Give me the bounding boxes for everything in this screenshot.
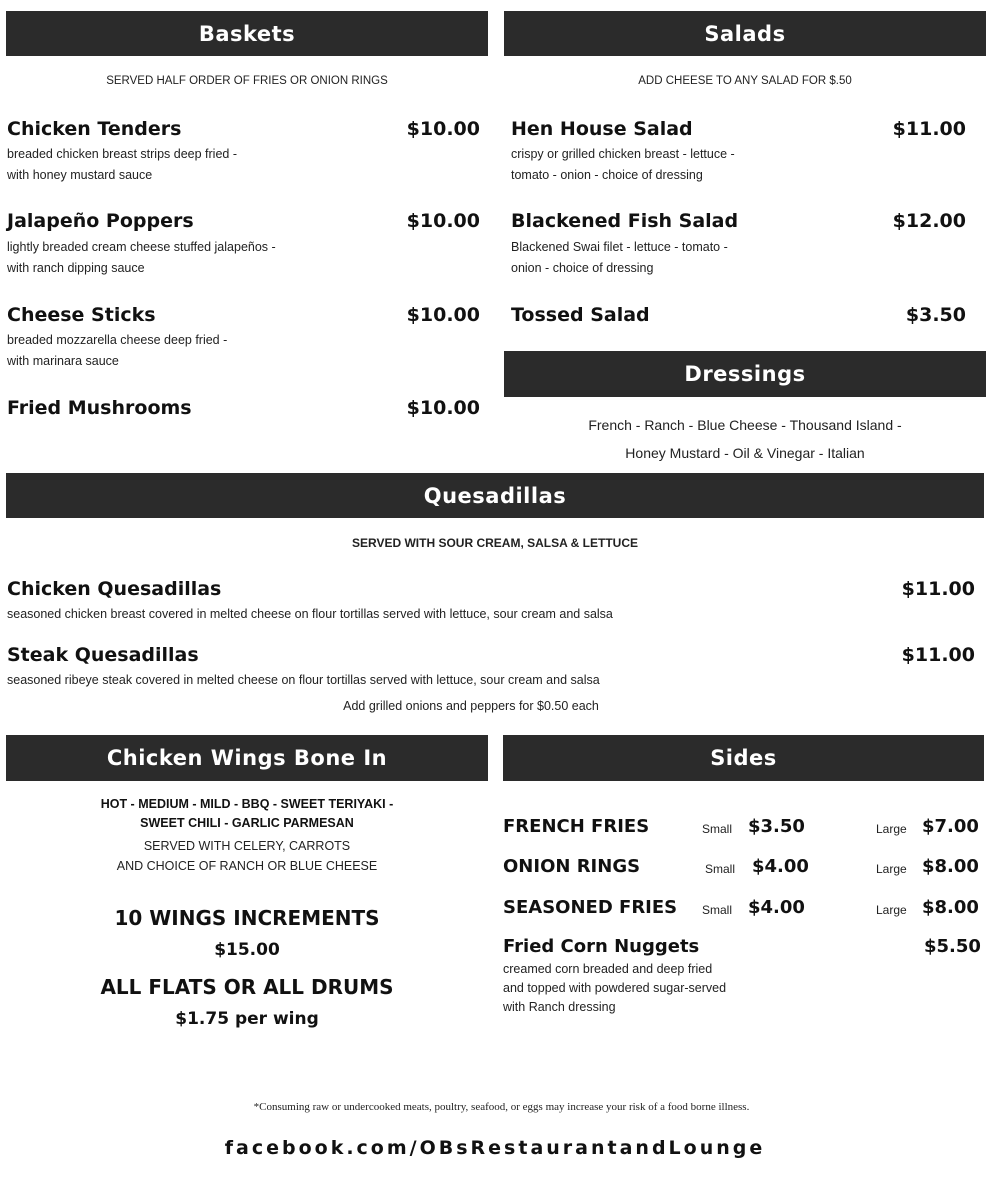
side-large-price: $8.00: [922, 856, 979, 877]
corn-nuggets-desc-line: creamed corn breaded and deep fried: [503, 962, 713, 976]
wings-served-with: [6, 836, 488, 876]
salad-item-desc: [511, 237, 728, 279]
wings-flats-price: $1.75 per wing: [175, 1009, 319, 1029]
side-small-label: Small: [702, 903, 733, 917]
side-item-name: FRENCH FRIES: [503, 816, 650, 837]
wings-served-line: SERVED WITH CELERY, CARROTS: [143, 839, 351, 853]
basket-item-price: $10.00: [406, 304, 480, 326]
quesadillas-note: SERVED WITH SOUR CREAM, SALSA & LETTUCE: [351, 536, 638, 550]
salad-item-name: Blackened Fish Salad: [511, 210, 739, 232]
basket-item-name: Cheese Sticks: [7, 304, 156, 326]
basket-item-desc-line: breaded mozzarella cheese deep fried -: [7, 333, 228, 347]
basket-item-price: $10.00: [406, 118, 480, 140]
facebook-link: facebook.com/OBsRestaurantandLounge: [224, 1137, 766, 1159]
quesadillas-header: [6, 473, 984, 518]
basket-item-price: $10.00: [406, 397, 480, 419]
basket-item-price: $10.00: [406, 210, 480, 232]
quesadilla-item-price: $11.00: [901, 578, 975, 600]
salads-header: [504, 11, 986, 56]
corn-nuggets-desc-line: with Ranch dressing: [503, 1000, 616, 1014]
quesadilla-item-price: $11.00: [901, 644, 975, 666]
basket-item-desc: [7, 237, 276, 279]
corn-nuggets-desc: [503, 960, 726, 1017]
side-item-name: ONION RINGS: [503, 856, 641, 877]
basket-item-desc-line: lightly breaded cream cheese stuffed jalapeños -: [7, 240, 276, 254]
salad-item-desc-line: Blackened Swai filet - lettuce - tomato -: [511, 240, 728, 254]
corn-nuggets-price: $5.50: [924, 936, 981, 957]
wings-flavors-line: SWEET CHILI - GARLIC PARMESAN: [140, 816, 354, 830]
dressings-list: [504, 411, 986, 467]
basket-item-desc: [7, 330, 227, 372]
dressings-header: [504, 351, 986, 397]
salad-item-desc-line: crispy or grilled chicken breast - lettuce -: [511, 147, 735, 161]
salad-item-desc-line: tomato - onion - choice of dressing: [511, 168, 703, 182]
salads-header-label: Salads: [704, 21, 786, 46]
quesadillas-header-label: Quesadillas: [423, 483, 567, 508]
corn-nuggets-name: Fried Corn Nuggets: [503, 936, 700, 957]
basket-item-name: Jalapeño Poppers: [7, 210, 194, 232]
wings-served-line: AND CHOICE OF RANCH OR BLUE CHEESE: [116, 859, 378, 873]
dressings-line: French - Ranch - Blue Cheese - Thousand Island -: [588, 417, 902, 433]
dressings-header-label: Dressings: [684, 362, 806, 386]
sides-header-label: Sides: [710, 746, 777, 770]
side-item-name: SEASONED FRIES: [503, 897, 678, 918]
wings-flavors: [6, 795, 488, 833]
salad-item-name: Tossed Salad: [511, 304, 650, 326]
quesadilla-item-desc: seasoned ribeye steak covered in melted cheese on flour tortillas served with lettuce, sour cream and salsa: [7, 673, 600, 687]
baskets-header-label: Baskets: [198, 21, 296, 46]
wings-increments-price: $15.00: [214, 940, 280, 960]
dressings-line: Honey Mustard - Oil & Vinegar - Italian: [625, 445, 865, 461]
side-large-label: Large: [876, 822, 907, 836]
side-small-price: $3.50: [748, 816, 805, 837]
basket-item-desc-line: breaded chicken breast strips deep fried -: [7, 147, 237, 161]
wings-increments-label: 10 WINGS INCREMENTS: [114, 906, 380, 930]
side-large-label: Large: [876, 862, 907, 876]
basket-item-name: Chicken Tenders: [7, 118, 182, 140]
basket-item-desc-line: with honey mustard sauce: [7, 168, 153, 182]
quesadilla-item-desc: seasoned chicken breast covered in melted cheese on flour tortillas served with lettuce, sour cream and salsa: [7, 607, 613, 621]
corn-nuggets-desc-line: and topped with powdered sugar-served: [503, 981, 727, 995]
quesadillas-addon: Add grilled onions and peppers for $0.50 each: [343, 699, 599, 713]
sides-header: [503, 735, 984, 781]
basket-item-desc: [7, 144, 237, 186]
basket-item-desc-line: with ranch dipping sauce: [7, 261, 145, 275]
basket-item-name: Fried Mushrooms: [7, 397, 192, 419]
side-large-price: $7.00: [922, 816, 979, 837]
baskets-note: SERVED HALF ORDER OF FRIES OR ONION RINGS: [106, 75, 388, 87]
salad-item-desc-line: onion - choice of dressing: [511, 261, 654, 275]
basket-item-desc-line: with marinara sauce: [7, 354, 119, 368]
wings-header-label: Chicken Wings Bone In: [106, 746, 388, 770]
salad-item-name: Hen House Salad: [511, 118, 693, 140]
baskets-header: [6, 11, 488, 56]
side-small-label: Small: [705, 862, 736, 876]
food-safety-disclaimer: *Consuming raw or undercooked meats, poultry, seafood, or eggs may increase your risk of a food borne illness.: [253, 1101, 750, 1113]
side-small-price: $4.00: [748, 897, 805, 918]
salad-item-desc: [511, 144, 735, 186]
side-large-label: Large: [876, 903, 907, 917]
side-large-price: $8.00: [922, 897, 979, 918]
salad-item-price: $12.00: [892, 210, 966, 232]
quesadilla-item-name: Chicken Quesadillas: [7, 578, 222, 600]
wings-header: [6, 735, 488, 781]
wings-flavors-line: HOT - MEDIUM - MILD - BBQ - SWEET TERIYAKI -: [100, 797, 394, 811]
salads-note: ADD CHEESE TO ANY SALAD FOR $.50: [638, 75, 852, 87]
quesadilla-item-name: Steak Quesadillas: [7, 644, 199, 666]
wings-flats-label: ALL FLATS OR ALL DRUMS: [100, 975, 394, 999]
salad-item-price: $3.50: [905, 304, 966, 326]
salad-item-price: $11.00: [892, 118, 966, 140]
side-small-price: $4.00: [752, 856, 809, 877]
side-small-label: Small: [702, 822, 733, 836]
